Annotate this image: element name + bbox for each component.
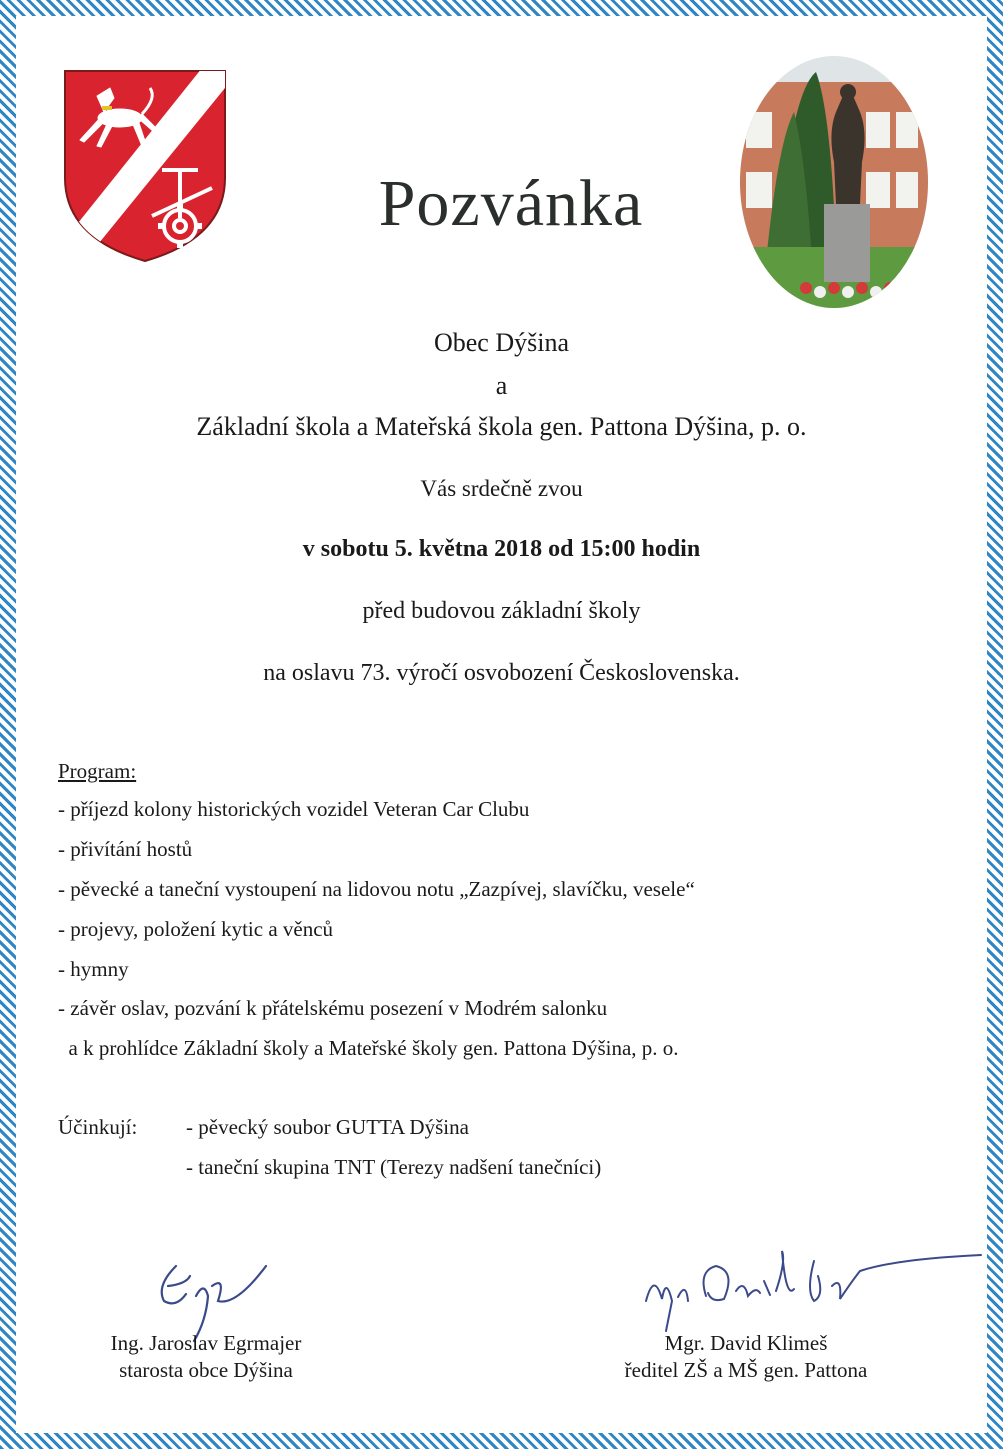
org-line-1: Obec Dýšina (433, 328, 569, 357)
event-occasion: na oslavu 73. výročí osvobození Československa. (263, 660, 740, 686)
signatory-left-role: starosta obce Dýšina (119, 1358, 293, 1382)
program-item: - projevy, položení kytic a věnců (58, 917, 334, 941)
program-item: - hymny (58, 957, 129, 981)
performer-item: - taneční skupina TNT (Terezy nadšení tanečníci) (186, 1155, 602, 1179)
statue-photo (736, 52, 932, 312)
coat-of-arms-icon (62, 68, 228, 264)
program-item: - příjezd kolony historických vozidel Veteran Car Clubu (58, 797, 530, 821)
signatory-right-name: Mgr. David Klimeš (664, 1331, 828, 1355)
signature-right-icon (636, 1241, 986, 1341)
program-heading: Program: (58, 759, 137, 783)
program-item: - závěr oslav, pozvání k přátelskému posezení v Modrém salonku (58, 996, 608, 1020)
org-conjunction: a (495, 371, 508, 400)
event-place: před budovou základní školy (362, 598, 641, 624)
signatory-left-name: Ing. Jaroslav Egrmajer (110, 1331, 302, 1355)
event-date: v sobotu 5. května 2018 od 15:00 hodin (302, 536, 701, 562)
performer-item: - pěvecký soubor GUTTA Dýšina (186, 1115, 469, 1139)
invite-line: Vás srdečně zvou (420, 476, 583, 501)
org-line-2: Základní škola a Mateřská škola gen. Pattona Dýšina, p. o. (196, 412, 807, 441)
invitation-page (16, 16, 987, 1433)
program-item: - pěvecké a taneční vystoupení na lidovou notu „Zazpívej, slavíčku, vesele“ (58, 877, 695, 901)
program-item: - přivítání hostů (58, 837, 193, 861)
signatory-right-role: ředitel ZŠ a MŠ gen. Pattona (624, 1358, 868, 1382)
page-title: Pozvánka (378, 167, 644, 240)
performers-label: Účinkují: (58, 1115, 138, 1139)
program-item: a k prohlídce Základní školy a Mateřské školy gen. Pattona Dýšina, p. o. (58, 1036, 679, 1060)
